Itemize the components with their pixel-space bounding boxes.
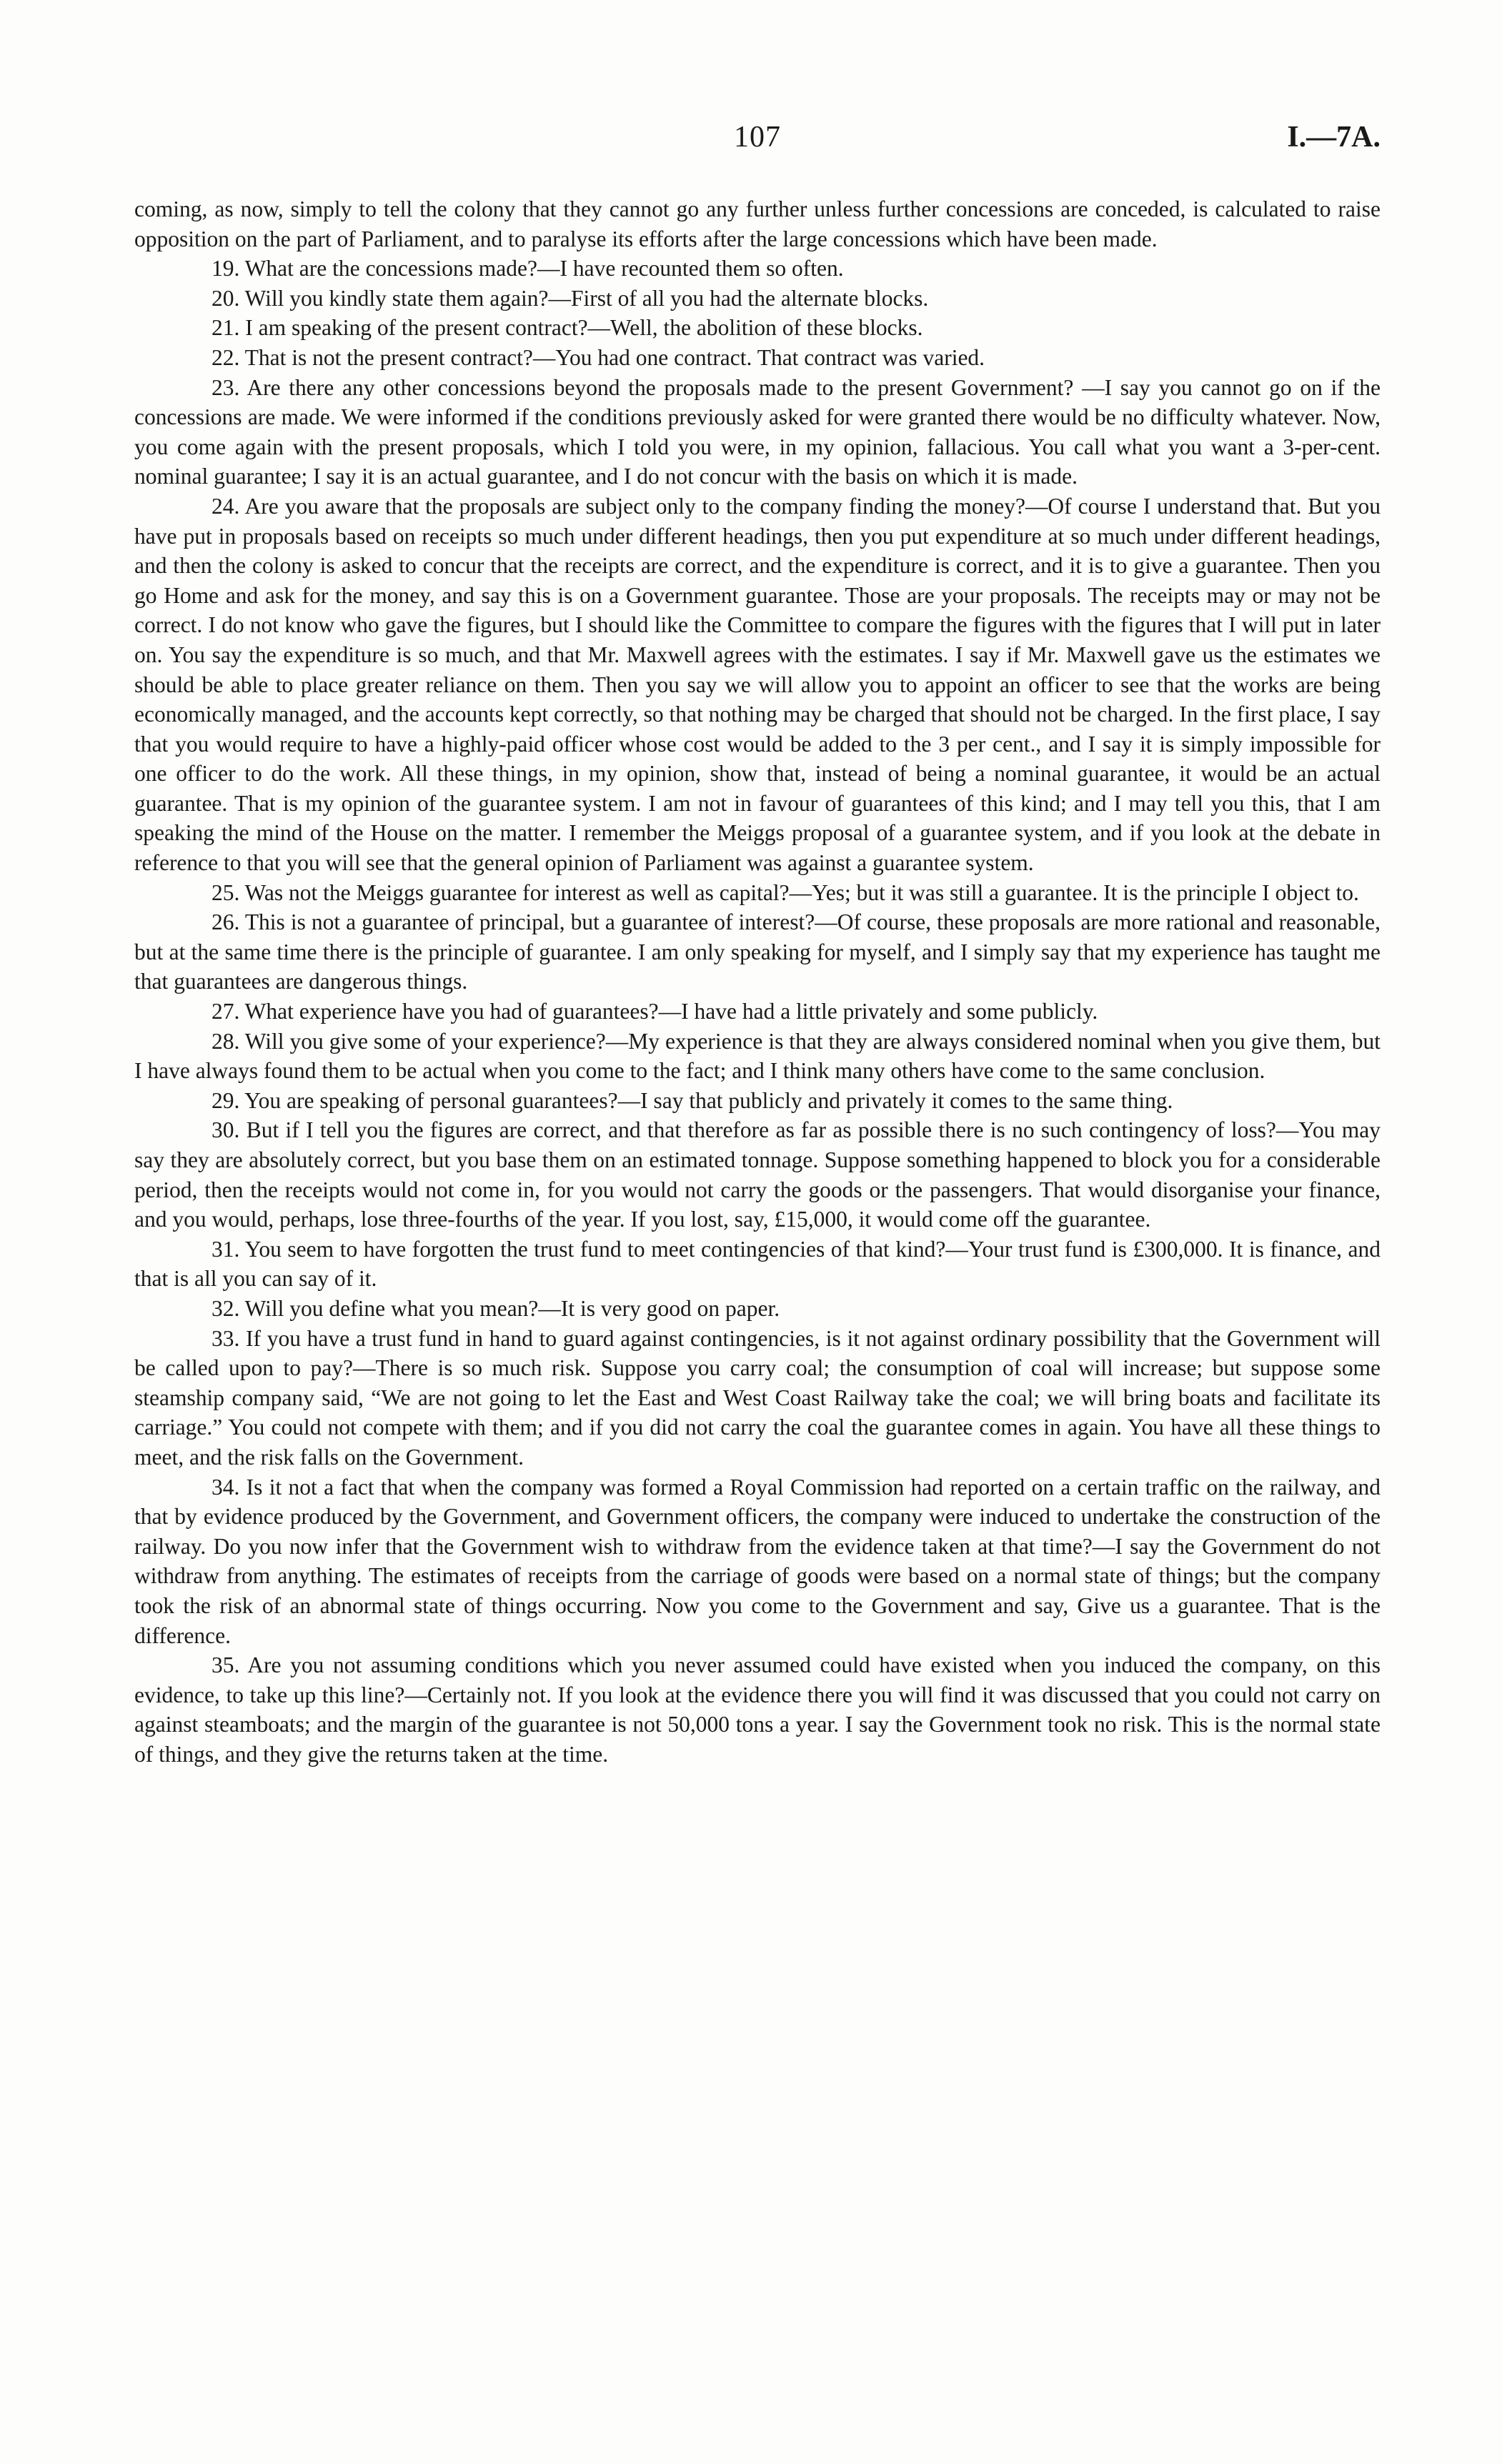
page-header <box>134 120 1381 163</box>
question-33: 33. If you have a trust fund in hand to guard against contingencies, is it not against ordinary possibility that the Government will be called upon to pay?—There is so much risk. Suppose you carry coal; the consumption of coal will increase; but suppose some steamship company said, “We are not going to let the East and West Coast Railway take the coal; we will bring boats and facilitate its carriage.” You could not compete with them; and if you did not carry the coal the guarantee comes in again. You have all these things to meet, and the risk falls on the Government. <box>134 1325 1381 1470</box>
question-29: 29. You are speaking of personal guarantees?—I say that publicly and privately it comes to the same thing. <box>212 1087 1173 1113</box>
page-number: 107 <box>734 121 781 154</box>
question-30: 30. But if I tell you the figures are correct, and that therefore as far as possible there is no such contingency of loss?—You may say they are absolutely correct, but you base them on an estimated tonnage. Suppose something happened to block you for a considerable period, then the receipts would not come in, for you would not carry the goods or the passengers. That would disorganise your finance, and you would, perhaps, lose three-fourths of the year. If you lost, say, £15,000, it would come off the guarantee. <box>134 1117 1381 1232</box>
question-27: 27. What experience have you had of guarantees?—I have had a little privately and some publicly. <box>212 999 1098 1024</box>
question-22: 22. That is not the present contract?—You had one contract. That contract was varied. <box>212 344 985 370</box>
question-31: 31. You seem to have forgotten the trust fund to meet contingencies of that kind?—Your trust fund is £300,000. It is finance, and that is all you can say of it. <box>134 1236 1381 1292</box>
question-21: 21. I am speaking of the present contract?—Well, the abolition of these blocks. <box>212 315 923 341</box>
question-19: 19. What are the concessions made?—I have recounted them so often. <box>212 256 844 281</box>
question-23: 23. Are there any other concessions beyond the proposals made to the present Government? —I say you cannot go on if the concessions are made. We were informed if the conditions previously asked for were granted there would be no difficulty whatever. Now, you come again with the present proposals, which I told you were, in my opinion, fallacious. You call what you want a 3-per-cent. nominal guarantee; I say it is an actual guarantee, and I do not concur with the basis on which it is made. <box>134 374 1381 489</box>
question-26: 26. This is not a guarantee of principal, but a guarantee of interest?—Of course, these proposals are more rational and reasonable, but at the same time there is the principle of guarantee. I am only speaking for myself, and I simply say that my experience has taught me that guarantees are dangerous things. <box>134 909 1381 994</box>
question-35: 35. Are you not assuming conditions which you never assumed could have existed when you induced the company, on this evidence, to take up this line?—Certainly not. If you look at the evidence there you will find it was discussed that you could not carry on against steamboats; and the margin of the guarantee is not 50,000 tons a year. I say the Government took no risk. This is the normal state of things, and they give the returns taken at the time. <box>134 1652 1381 1767</box>
paper-reference: I.—7A. <box>1287 121 1381 154</box>
question-24: 24. Are you aware that the proposals are subject only to the company finding the money?—Of course I understand that. But you have put in proposals based on receipts so much under different headings, then you put expenditure at so much under different headings, and then the colony is asked to concur that the receipts are correct, and the expenditure is correct, and it is to give a guarantee. Then you go Home and ask for the money, and say this is on a Government guarantee. Those are your proposals. The receipts may or may not be correct. I do not know who gave the figures, but I should like the Committee to compare the figures with the figures that I will put in later on. You say the expenditure is so much, and that Mr. Maxwell agrees with the estimates. I say if Mr. Maxwell gave us the estimates we should be able to place greater reliance on them. Then you say we will allow you to appoint an officer to see that the works are being economically managed, and the accounts kept correctly, so that nothing may be charged that should not be charged. In the first place, I say that you would require to have a highly-paid officer whose cost would be added to the 3 per cent., and I say it is simply impossible for one officer to do the work. All these things, in my opinion, show that, instead of being a nominal guarantee, it would be an actual guarantee. That is my opinion of the guarantee system. I am not in favour of guarantees of this kind; and I may tell you this, that I am speaking the mind of the House on the matter. I remember the Meiggs proposal of a guarantee system, and if you look at the debate in reference to that you will see that the general opinion of Parliament was against a guarantee system. <box>134 493 1381 876</box>
document-body <box>134 194 1381 1769</box>
question-32: 32. Will you define what you mean?—It is very good on paper. <box>212 1295 780 1321</box>
continuation-paragraph: coming, as now, simply to tell the colony that they cannot go any further unless further concessions are conceded, is calculated to raise opposition on the part of Parliament, and to paralyse its efforts after the large concessions which have been made. <box>134 196 1381 251</box>
question-25: 25. Was not the Meiggs guarantee for interest as well as capital?—Yes; but it was still a guarantee. It is the principle I object to. <box>212 879 1359 905</box>
question-34: 34. Is it not a fact that when the company was formed a Royal Commission had reported on a certain traffic on the railway, and that by evidence produced by the Government, and Government officers, the company were induced to undertake the construction of the railway. Do you now infer that the Government wish to withdraw from the evidence taken at that time?—I say the Government do not withdraw from anything. The estimates of receipts from the carriage of goods were based on a normal state of things; but the company took the risk of an abnormal state of things occurring. Now you come to the Government and say, Give us a guarantee. That is the difference. <box>134 1474 1381 1648</box>
question-28: 28. Will you give some of your experience?—My experience is that they are always considered nominal when you give them, but I have always found them to be actual when you come to the fact; and I think many others have come to the same conclusion. <box>134 1028 1381 1084</box>
question-20: 20. Will you kindly state them again?—First of all you had the alternate blocks. <box>212 285 929 311</box>
